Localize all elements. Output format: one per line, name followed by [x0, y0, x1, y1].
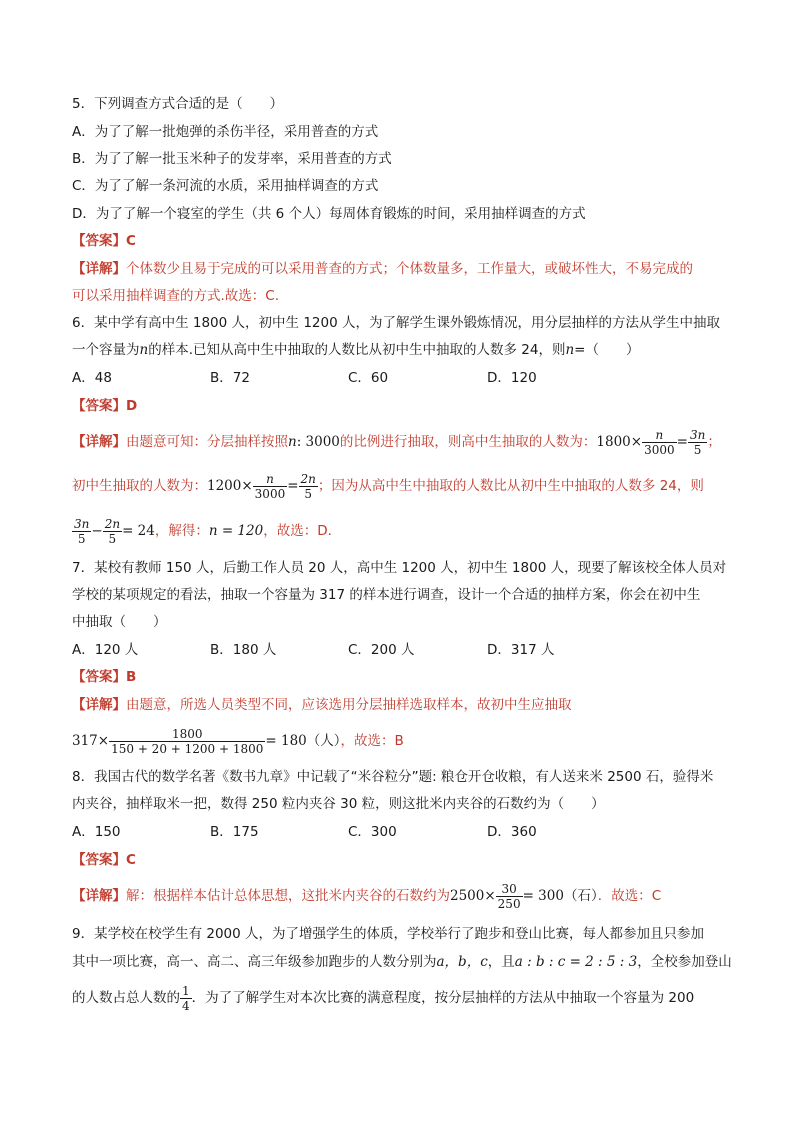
frac-den: 5: [693, 443, 702, 457]
formula-part: 1200×: [207, 478, 253, 494]
detail-text: ；: [707, 434, 721, 450]
q6-option-b: B．72: [210, 370, 250, 386]
detail-text: 个体数少且易于完成的可以采用普查的方式；个体数量多，工作量大，或破坏性大，不易完成的: [126, 261, 693, 277]
q7-detail-line1: [72, 695, 572, 715]
q8-answer: [72, 850, 136, 870]
fraction: [496, 882, 523, 911]
frac-den: 5: [108, 532, 117, 546]
q5-answer: [72, 231, 136, 251]
q7-stem-line2: 学校的某项规定的看法，抽取一个容量为 317 的样本进行调查，设计一个合适的抽样方案，你会在初中生: [72, 587, 701, 603]
answer-tag: 【答案】: [72, 669, 126, 685]
detail-text: 由题意可知：分层抽样按照: [126, 434, 288, 450]
q7-option-d: D．317 人: [487, 642, 555, 658]
q5-option-c: C．为了了解一条河流的水质，采用抽样调查的方式: [72, 178, 379, 194]
detail-text: 解：根据样本估计总体思想，这批米内夹谷的石数约为: [126, 888, 450, 904]
q8-option-d: D．360: [487, 824, 537, 840]
formula-part: = 300（石）: [522, 888, 598, 904]
fraction: [103, 517, 122, 546]
detail-text: ，故选：B: [340, 733, 404, 749]
frac-den: 150 + 20 + 1200 + 1800: [111, 742, 264, 756]
q9-stem-part: ，全校参加登山: [637, 954, 732, 970]
q5-stem: 5．下列调查方式合适的是（ ）: [72, 96, 284, 112]
answer-tag: 【答案】: [72, 852, 126, 868]
frac-den: 5: [77, 532, 86, 546]
var-n: n: [565, 342, 575, 358]
q8-option-b: B．175: [210, 824, 259, 840]
q6-answer: [72, 396, 137, 416]
fraction: [642, 428, 677, 457]
formula-estimate: [450, 882, 598, 911]
frac-num: 2n: [104, 517, 121, 531]
q9-stem-part: ，且: [487, 954, 515, 970]
q6-stem-line1: 6．某中学有高中生 1800 人，初中生 1200 人，为了解学生课外锻炼情况，用分层抽样的方法从学生中抽取: [72, 315, 720, 331]
detail-tag: 【详解】: [72, 434, 126, 450]
q6-option-a: A．48: [72, 370, 112, 386]
q7-detail-line2: [72, 721, 404, 761]
formula-part: 317×: [72, 733, 110, 749]
q9-stem-part: 其中一项比赛，高一、高二、高三年级参加跑步的人数分别为: [72, 954, 437, 970]
formula-part: 1800×: [596, 434, 643, 450]
frac-num: 30: [496, 882, 523, 897]
q7-option-a: A．120 人: [72, 642, 139, 658]
frac-den: 3000: [644, 443, 675, 457]
fraction: [180, 984, 192, 1013]
equals: =: [676, 434, 688, 450]
formula-high: [596, 428, 707, 457]
vars-abc: a，b，c: [436, 954, 488, 970]
q7-option-b: B．180 人: [210, 642, 277, 658]
detail-tag: 【详解】: [72, 888, 126, 904]
answer-value: C: [126, 852, 136, 868]
q6-stem-part: 一个容量为: [72, 342, 140, 358]
q6-detail-line2: [72, 466, 704, 506]
frac-den: 5: [304, 487, 313, 501]
formula-part: = 180（人）: [265, 733, 341, 749]
fraction: [688, 428, 707, 457]
q8-stem-line2: 内夹谷，抽样取米一把，数得 250 粒内夹谷 30 粒，则这批米内夹谷的石数约为（ ）: [72, 796, 605, 812]
frac-num: 1: [182, 983, 190, 998]
q5-detail-line1: [72, 259, 693, 279]
answer-value: B: [126, 669, 137, 685]
q7-answer: [72, 667, 136, 687]
answer-value: D: [126, 398, 138, 414]
q6-option-c: C．60: [348, 370, 389, 386]
equals: =: [287, 478, 299, 494]
q6-detail-line3: [72, 511, 341, 551]
formula-middle: [207, 472, 318, 501]
q6-detail-line1: [72, 422, 721, 462]
q8-option-a: A．150: [72, 824, 121, 840]
q5-option-a: A．为了了解一批炮弹的杀伤半径，采用普查的方式: [72, 124, 379, 140]
q9-stem-line3: [72, 978, 694, 1018]
detail-tag: 【详解】: [72, 697, 126, 713]
q9-stem-line1: 9．某学校在校学生有 2000 人，为了增强学生的体质，学校举行了跑步和登山比赛，每人都参加且只参加: [72, 926, 705, 942]
ratio-abc: a : b : c = 2 : 5 : 3: [514, 954, 638, 970]
detail-text: 初中生抽取的人数为：: [72, 478, 207, 494]
q9-stem-part: ．为了了解学生对本次比赛的满意程度，按分层抽样的方法从中抽取一个容量为 200: [191, 990, 695, 1006]
frac-den: 4: [182, 998, 190, 1013]
fraction: [299, 472, 318, 501]
frac-num: n: [642, 428, 677, 443]
q5-option-d: D．为了了解一个寝室的学生（共 6 个人）每周体育锻炼的时间，采用抽样调查的方式: [72, 206, 586, 222]
frac-den: 250: [497, 897, 521, 911]
result: n = 120: [208, 523, 264, 539]
minus: −: [91, 523, 103, 539]
frac-num: 1800: [109, 727, 265, 742]
detail-tag: 【详解】: [72, 261, 126, 277]
frac-num: 3n: [74, 517, 90, 531]
q8-option-c: C．300: [348, 824, 397, 840]
q5-detail-line2: 可以采用抽样调查的方式.故选：C.: [72, 288, 280, 304]
q6-option-d: D．120: [487, 370, 537, 386]
fraction: [253, 472, 288, 501]
detail-text: 的比例进行抽取，则高中生抽取的人数为：: [339, 434, 597, 450]
answer-tag: 【答案】: [72, 233, 126, 249]
q7-stem-line1: 7．某校有教师 150 人，后勤工作人员 20 人，高中生 1200 人，初中生 1800 人，现要了解该校全体人员对: [72, 560, 727, 576]
answer-value: C: [126, 233, 136, 249]
detail-text: 由题意，所选人员类型不同，应该选用分层抽样选取样本，故初中生应抽取: [126, 697, 572, 713]
detail-text: ，故选：D．: [263, 523, 342, 539]
q9-stem-part: 的人数占总人数的: [72, 990, 180, 1006]
q5-option-b: B．为了了解一批玉米种子的发芽率，采用普查的方式: [72, 151, 392, 167]
detail-text: ，解得：: [154, 523, 209, 539]
q8-stem-line1: 8．我国古代的数学名著《数书九章》中记载了“米谷粒分”题: 粮仓开仓收粮，有人送来米 2500 石，验得米: [72, 769, 714, 785]
frac-num: 2n: [300, 472, 316, 486]
detail-text: ；因为从高中生中抽取的人数比从初中生中抽取的人数多 24，则: [317, 478, 704, 494]
frac-num: n: [253, 472, 288, 487]
formula-sample: [72, 727, 341, 756]
fraction: [72, 517, 91, 546]
ratio-text: : 3000: [296, 434, 340, 450]
q6-stem-part: =（ ）: [574, 342, 640, 358]
fraction: [109, 727, 265, 756]
detail-text: ．故选：C: [597, 888, 662, 904]
formula-part: 2500×: [450, 888, 496, 904]
var-n: n: [288, 434, 297, 450]
q7-option-c: C．200 人: [348, 642, 415, 658]
frac-den: 3000: [254, 487, 286, 501]
q6-stem-part: 的样本.已知从高中生中抽取的人数比从初中生中抽取的人数多 24，则: [148, 342, 566, 358]
frac-num: 3n: [689, 428, 706, 442]
q8-detail-line1: [72, 876, 661, 916]
equals: = 24: [122, 523, 155, 539]
var-n: n: [139, 342, 149, 358]
q9-stem-line2: [72, 952, 732, 972]
answer-tag: 【答案】: [72, 398, 126, 414]
q6-stem-line2: [72, 340, 639, 360]
formula-diff: [72, 517, 155, 546]
q7-stem-line3: 中抽取（ ）: [72, 614, 167, 630]
